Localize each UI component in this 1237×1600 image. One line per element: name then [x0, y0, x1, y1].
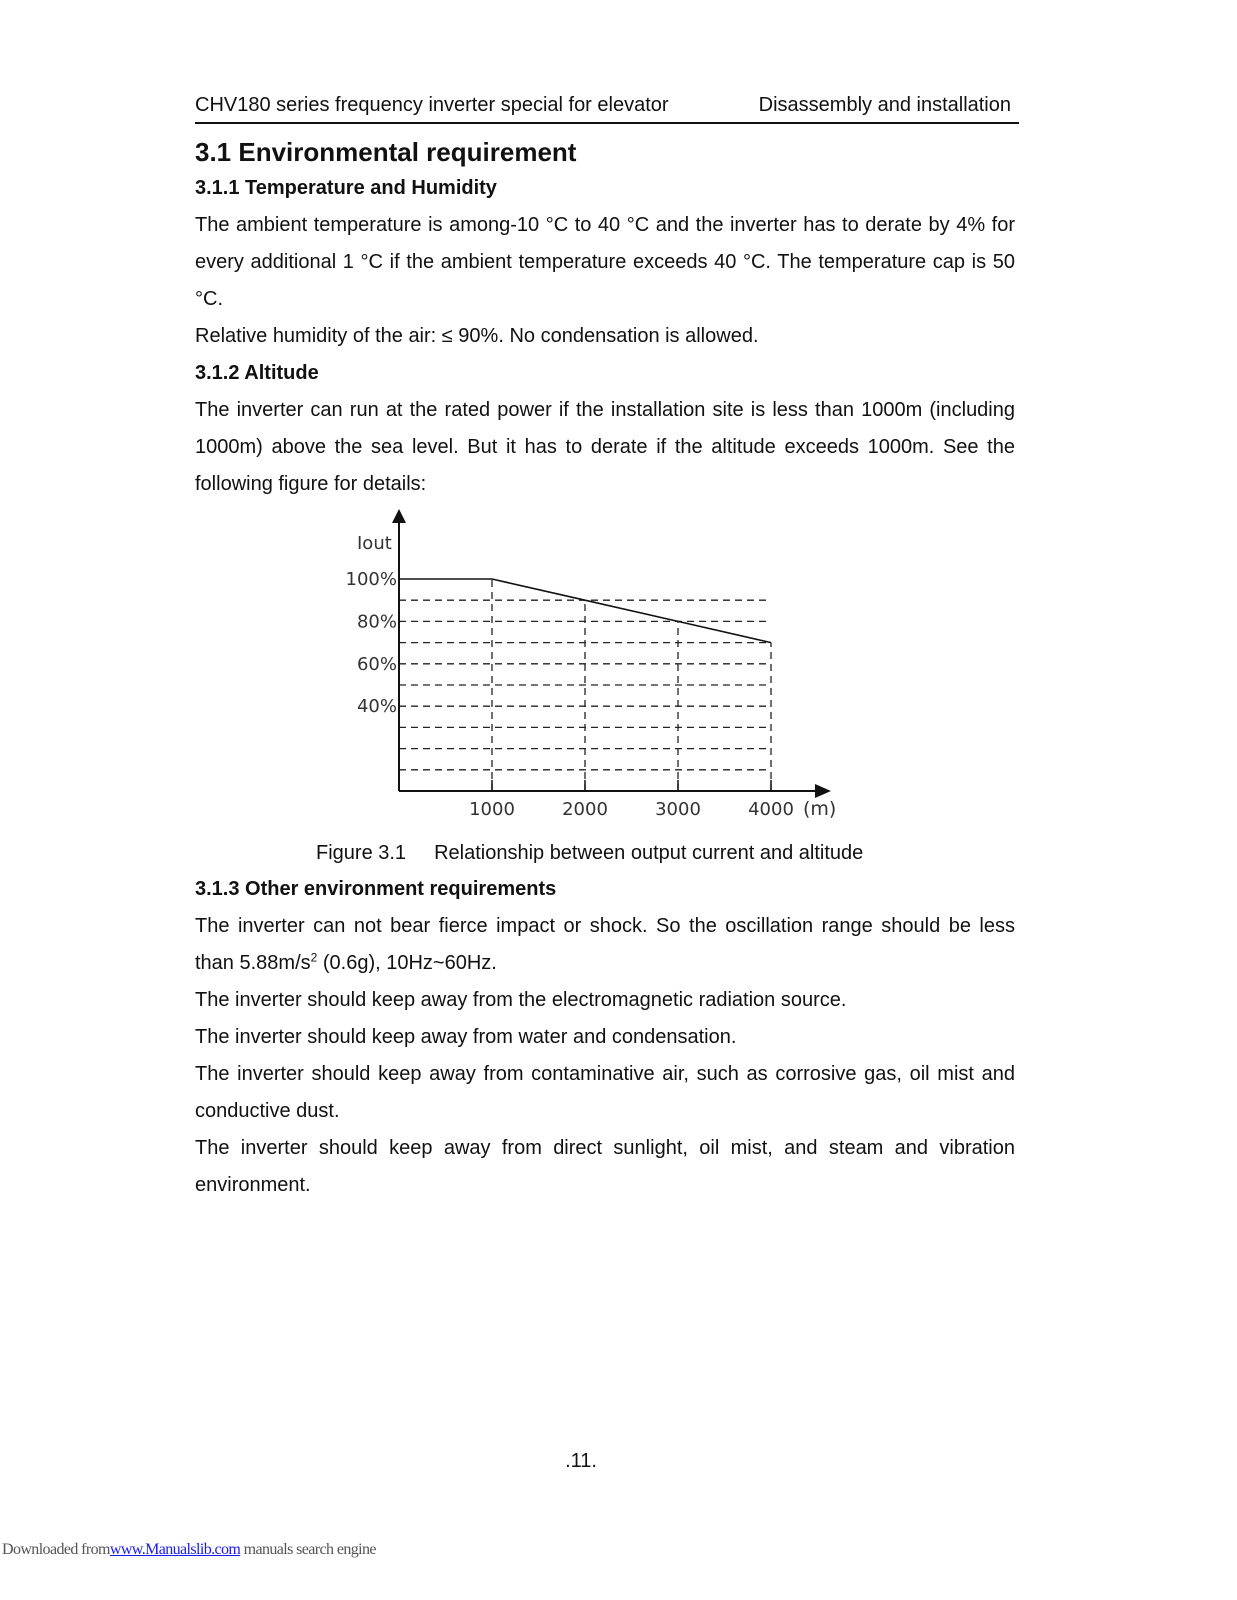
x-axis-unit: (m) [803, 798, 837, 820]
x-tick-label: 2000 [562, 799, 608, 820]
y-tick-label: 80% [356, 611, 397, 633]
vibration-paragraph [195, 908, 1015, 982]
vibration-exponent: 2 [310, 950, 318, 965]
footer-prefix: Downloaded from [2, 1541, 110, 1558]
air-paragraph: The inverter should keep away from contaminative air, such as corrosive gas, oil mist and conductive dust. [195, 1063, 1015, 1122]
y-tick-label: 40% [356, 696, 397, 718]
y-axis-label: Iout [357, 533, 392, 554]
download-footer [2, 1541, 376, 1559]
manualslib-link[interactable]: www.Manualslib.com [109, 1541, 241, 1558]
subsection-temperature-title: 3.1.1 Temperature and Humidity [195, 177, 497, 199]
y-axis-arrow [392, 509, 406, 523]
temperature-paragraph: The ambient temperature is among-10 °C to 40 °C and the inverter has to derate by 4% for every additional 1 °C if the ambient temperature exceeds 40 °C. The temperature cap is 50 °C. [195, 214, 1015, 310]
subsection-other-title: 3.1.3 Other environment requirements [195, 878, 557, 900]
chart-axes [392, 509, 831, 798]
sunlight-paragraph: The inverter should keep away from direct sunlight, oil mist, and steam and vibration environment. [195, 1137, 1015, 1196]
page-number: .11. [565, 1450, 597, 1472]
humidity-paragraph: Relative humidity of the air: ≤ 90%. No condensation is allowed. [195, 325, 759, 347]
footer-suffix: manuals search engine [240, 1541, 376, 1558]
x-tick-label: 1000 [469, 799, 515, 820]
figure-number: Figure 3.1 [316, 842, 407, 864]
y-tick-label: 100% [345, 569, 397, 590]
page-content [195, 134, 1015, 1204]
x-tick-label: 4000 [748, 799, 794, 820]
subsection-altitude-title: 3.1.2 Altitude [195, 362, 319, 384]
page-header [195, 92, 1019, 124]
x-tick-label: 3000 [655, 799, 701, 820]
vibration-text-b: (0.6g), 10Hz~60Hz. [317, 952, 497, 974]
altitude-derating-figure [195, 503, 1015, 835]
header-chapter-title: Disassembly and installation [758, 94, 1011, 116]
figure-caption-text: Relationship between output current and altitude [434, 842, 864, 864]
section-title: 3.1 Environmental requirement [195, 137, 577, 167]
chart-labels [346, 533, 837, 820]
vibration-text-a: The inverter can not bear fierce impact or shock. So the oscillation range should be less than 5.88m/s [195, 915, 1015, 974]
x-axis-arrow [815, 784, 831, 798]
altitude-derating-chart [195, 503, 1015, 835]
y-tick-label: 60% [356, 653, 397, 675]
radiation-paragraph: The inverter should keep away from the electromagnetic radiation source. [195, 989, 847, 1011]
chart-grid [399, 579, 771, 791]
water-paragraph: The inverter should keep away from water and condensation. [195, 1026, 737, 1048]
figure-caption [195, 835, 1015, 871]
header-document-title: CHV180 series frequency inverter special for elevator [195, 94, 669, 116]
altitude-paragraph: The inverter can run at the rated power if the installation site is less than 1000m (including 1000m) above the sea level. But it has to derate if the altitude exceeds 1000m. See the following figure for details: [195, 399, 1015, 495]
